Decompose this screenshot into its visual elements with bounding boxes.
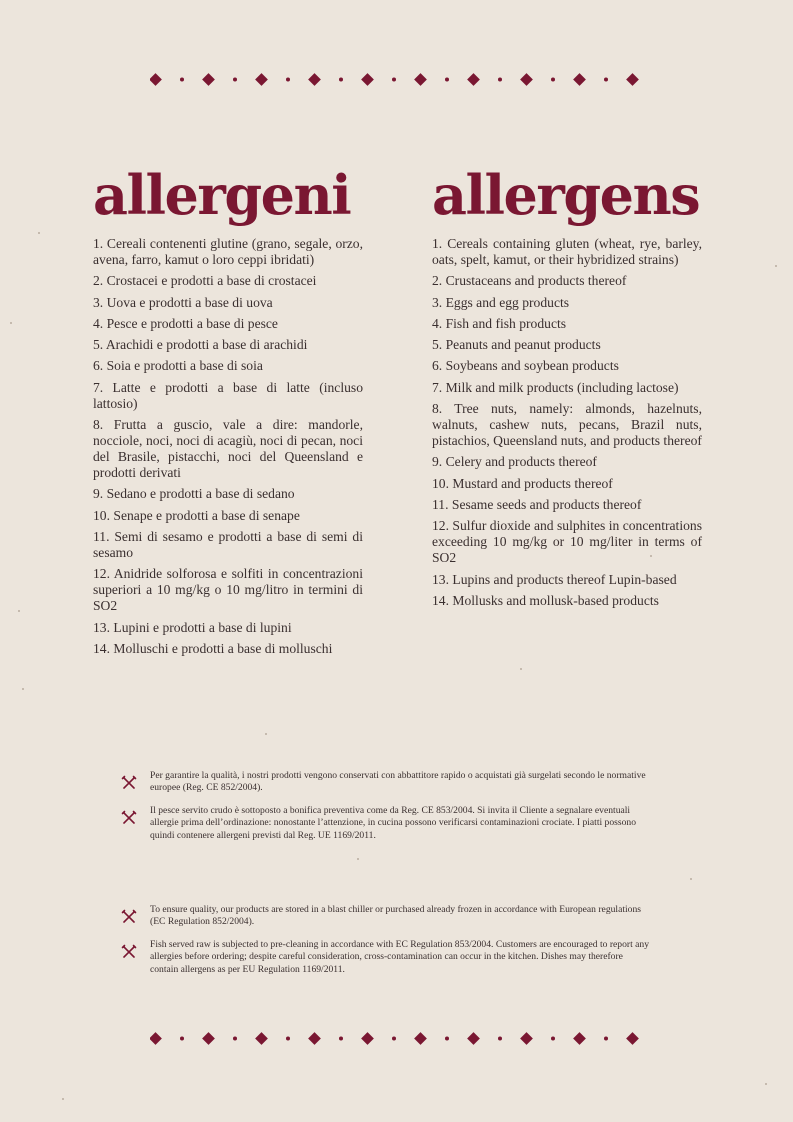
list-item: 1. Cereali contenenti glutine (grano, segale, orzo, avena, farro, kamut o loro ceppi ibridati) bbox=[93, 236, 363, 267]
list-item: 14. Molluschi e prodotti a base di molluschi bbox=[93, 640, 333, 656]
list-item: 13. Lupins and products thereof Lupin-based bbox=[432, 571, 677, 587]
notes-english bbox=[120, 904, 650, 986]
crossed-fork-knife-icon bbox=[121, 944, 137, 960]
list-item: 14. Mollusks and mollusk-based products bbox=[432, 592, 659, 608]
allergen-list-italian bbox=[93, 236, 363, 662]
allergen-list-english bbox=[432, 236, 702, 614]
title-english: allergens bbox=[432, 163, 700, 228]
list-item: 9. Sedano e prodotti a base di sedano bbox=[93, 486, 295, 502]
list-item: 13. Lupini e prodotti a base di lupini bbox=[93, 619, 292, 635]
list-item: 1. Cereals containing gluten (wheat, rye, barley, oats, spelt, kamut, or their hybridized strains) bbox=[432, 236, 702, 267]
list-item: 2. Crostacei e prodotti a base di crostacei bbox=[93, 273, 317, 289]
list-item: 6. Soybeans and soybean products bbox=[432, 358, 619, 374]
list-item: 7. Milk and milk products (including lactose) bbox=[432, 379, 679, 395]
list-item: 12. Anidride solforosa e solfiti in concentrazioni superiori a 10 mg/kg o 10 mg/litro in termini di SO2 bbox=[93, 566, 363, 614]
title-italian: allergeni bbox=[93, 163, 351, 228]
list-item: 5. Arachidi e prodotti a base di arachidi bbox=[93, 337, 308, 353]
note-item bbox=[120, 939, 650, 976]
list-item: 10. Senape e prodotti a base di senape bbox=[93, 507, 300, 523]
list-item: 4. Pesce e prodotti a base di pesce bbox=[93, 315, 278, 331]
list-item: 3. Eggs and egg products bbox=[432, 294, 570, 310]
note-item bbox=[120, 770, 650, 795]
list-item: 11. Semi di sesamo e prodotti a base di semi di sesamo bbox=[93, 528, 363, 560]
list-item: 7. Latte e prodotti a base di latte (incluso lattosio) bbox=[93, 379, 363, 411]
list-item: 8. Frutta a guscio, vale a dire: mandorle, nocciole, noci, noci di acagiù, noci di pecan, noci del Brasile, pistacchi, noci del Queensland e prodotti derivati bbox=[93, 417, 363, 481]
list-item: 5. Peanuts and peanut products bbox=[432, 337, 601, 353]
list-item: 9. Celery and products thereof bbox=[432, 454, 597, 470]
list-item: 8. Tree nuts, namely: almonds, hazelnuts, walnuts, cashew nuts, pecans, Brazil nuts, pistachios, Queensland nuts, and products thereof bbox=[432, 401, 702, 449]
list-item: 12. Sulfur dioxide and sulphites in concentrations exceeding 10 mg/kg or 10 mg/liter in terms of SO2 bbox=[432, 518, 702, 566]
note-text: Il pesce servito crudo è sottoposto a bonifica preventiva come da Reg. CE 853/2004. Si invita il Cliente a segnalare eventuali allergie prima dell’ordinazione: nonostante l’attenzione, in cucina possono verificarsi contaminazioni crociate. I piatti possono quindi contenere allergeni previsti dal Reg. UE 1169/2011. bbox=[150, 804, 637, 841]
note-text: To ensure quality, our products are stored in a blast chiller or purchased already frozen in accordance with European regulations (EC Regulation 852/2004). bbox=[150, 904, 641, 928]
note-text: Per garantire la qualità, i nostri prodotti vengono conservati con abbattitore rapido o acquistati già surgelati secondo le normative europee (Reg. CE 852/2004). bbox=[150, 770, 646, 794]
list-item: 3. Uova e prodotti a base di uova bbox=[93, 294, 273, 310]
note-item bbox=[120, 805, 650, 842]
bottom-ornament-border bbox=[150, 1032, 645, 1046]
list-item: 10. Mustard and products thereof bbox=[432, 475, 613, 491]
notes-italian bbox=[120, 770, 650, 852]
list-item: 6. Soia e prodotti a base di soia bbox=[93, 358, 263, 374]
list-item: 2. Crustaceans and products thereof bbox=[432, 273, 627, 289]
list-item: 4. Fish and fish products bbox=[432, 315, 567, 331]
note-item bbox=[120, 904, 650, 929]
crossed-fork-knife-icon bbox=[121, 909, 137, 925]
top-ornament-border bbox=[150, 73, 645, 87]
crossed-fork-knife-icon bbox=[121, 775, 137, 791]
list-item: 11. Sesame seeds and products thereof bbox=[432, 496, 642, 512]
note-text: Fish served raw is subjected to pre-cleaning in accordance with EC Regulation 853/2004. Customers are encouraged to report any allergies before ordering; despite careful consideration, cross-contamination can occur in the kitchen. Dishes may therefore contain allergens as per EU Regulation 1169/2011. bbox=[150, 938, 649, 975]
crossed-fork-knife-icon bbox=[121, 810, 137, 826]
